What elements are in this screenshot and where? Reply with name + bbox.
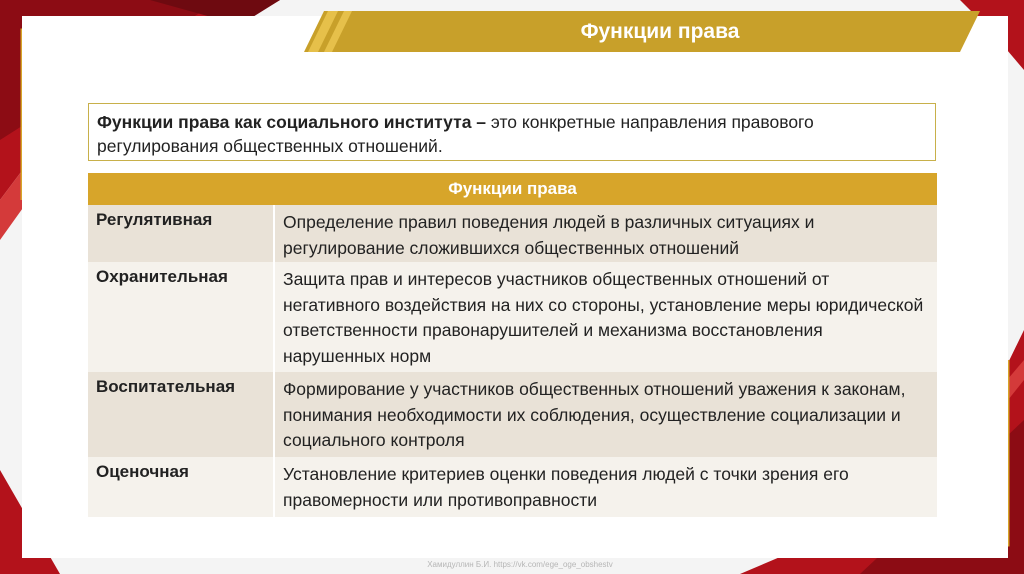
functions-table (88, 173, 937, 517)
definition-box (88, 103, 936, 161)
definition-term: Функции права как социального института – (97, 112, 487, 132)
table-row (88, 457, 937, 517)
table-row (88, 262, 937, 372)
function-name: Оценочная (88, 457, 275, 517)
page-title: Функции права (580, 20, 740, 43)
function-name: Воспитательная (88, 372, 275, 457)
function-description: Установление критериев оценки поведения людей с точки зрения его правомерности или противоправности (275, 457, 937, 517)
table-row (88, 205, 937, 262)
table-row (88, 372, 937, 457)
function-description: Формирование у участников общественных отношений уважения к законам, понимания необходимости их соблюдения, осуществление социализации и социального контроля (275, 372, 937, 457)
definition-text: это конкретные направления правового регулирования общественных отношений. (97, 112, 814, 156)
footer-credit: Хамидуллин Б.И. https://vk.com/ege_oge_obshestv (427, 560, 613, 569)
function-description: Определение правил поведения людей в различных ситуациях и регулирование сложившихся общественных отношений (275, 205, 937, 262)
function-description: Защита прав и интересов участников общественных отношений от негативного воздействия на них со стороны, установление меры юридической ответственности правонарушителей и механизма восстановления нарушенных норм (275, 262, 937, 372)
function-name: Охранительная (88, 262, 275, 372)
table-header: Функции права (88, 173, 937, 205)
function-name: Регулятивная (88, 205, 275, 262)
